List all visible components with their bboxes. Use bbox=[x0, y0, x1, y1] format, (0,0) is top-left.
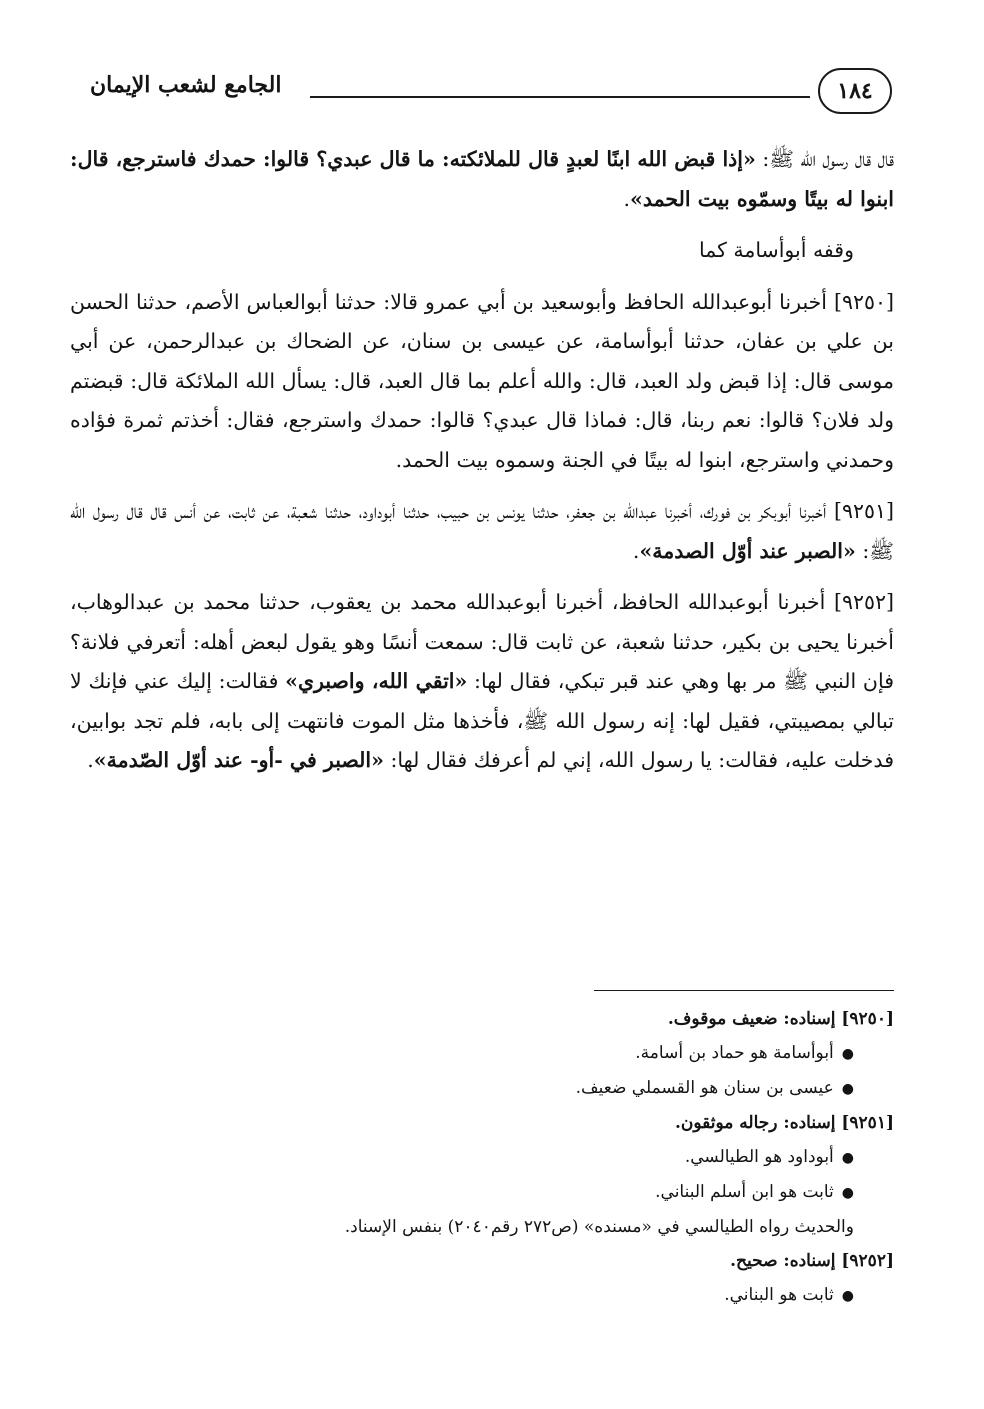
footnote-9251-head: [٩٢٥١] إسناده: رجاله موثقون. bbox=[674, 1113, 894, 1133]
bullet-icon: ● bbox=[841, 1185, 854, 1201]
paragraph-note: وقفه أبوأسامة كما bbox=[698, 238, 854, 262]
footnote-item: ●ثابت هو البناني. bbox=[230, 1278, 894, 1313]
paragraph-9250: [٩٢٥٠] أخبرنا أبوعبدالله الحافظ وأبوسعيد بن أبي عمرو قالا: حدثنا أبوالعباس الأصم، حدثنا الحسن بن علي بن عفان، حدثنا أبوأسامة، عن عيسى بن سنان، عن الضحاك بن عبدالرحمن، عن أبي موسى قال: إذا قبض ولد العبد، قال: والله أعلم بما قال العبد، قال: يسأل الله الملائكة قال: قبضتم ولد فلان؟ قالوا: نعم ربنا، قال: فماذا قال عبدي؟ قالوا: حمدك واسترجع، فقال: أخذتم ثمرة فؤاده وحمدني واسترجع، ابنوا له بيتًا في الجنة وسموه بيت الحمد. bbox=[70, 289, 894, 472]
p1-lead: قال قال رسول الله ﷺ: bbox=[755, 147, 895, 171]
page-header bbox=[80, 62, 892, 122]
p4-quote: «الصبر عند أوّل الصدمة» bbox=[639, 538, 856, 563]
p5-quote-1: «اتقي الله، واصبري» bbox=[285, 669, 468, 693]
bullet-icon: ● bbox=[841, 1288, 854, 1304]
paragraph-9251 bbox=[70, 492, 894, 571]
page-number: ١٨٤ bbox=[818, 68, 892, 114]
paragraph-9252 bbox=[70, 583, 894, 781]
footnote-item: ●أبوأسامة هو حماد بن أسامة. bbox=[230, 1036, 894, 1071]
footnote-item: ●عيسى بن سنان هو القسملي ضعيف. bbox=[230, 1071, 894, 1106]
p1-quote: «إذا قبض الله ابنًا لعبدٍ قال للملائكته: ما قال عبدي؟ قالوا: حمدك فاسترجع، قال: ابنوا له بيتًا وسمّوه بيت الحمد» bbox=[70, 147, 894, 211]
footnote-9252-head: [٩٢٥٢] إسناده: صحيح. bbox=[730, 1251, 894, 1271]
bullet-icon: ● bbox=[841, 1150, 854, 1166]
p5-tail: . bbox=[87, 748, 94, 772]
p4-tail: . bbox=[632, 538, 640, 563]
footnote-item: ●ثابت هو ابن أسلم البناني. bbox=[230, 1175, 894, 1210]
footnote-item: ●أبوداود هو الطيالسي. bbox=[230, 1140, 894, 1175]
running-title: الجامع لشعب الإيمان bbox=[90, 72, 282, 98]
p4-lead: [٩٢٥١] أخبرنا أبوبكر بن فورك، أخبرنا عبدالله بن جعفر، حدثنا يونس بن حبيب، حدثنا أبوداود، حدثنا شعبة، عن ثابت، عن أنس قال قال رسول الله ﷺ: bbox=[70, 499, 894, 563]
p5-lead: [٩٢٥٢] أخبرنا أبوعبدالله الحافظ، أخبرنا أبوعبدالله محمد بن يعقوب، حدثنا محمد بن عبدالوهاب، أخبرنا يحيى بن بكير، حدثنا شعبة، عن ثابت قال: سمعت أنسًا وهو يقول لبعض أهله: أتعرفي فلانة؟ فإن النبي ﷺ مر بها وهي عند قبر تبكي، فقال لها: bbox=[70, 590, 895, 693]
p5-mid: فقالت: إليك عني فإنك لا تبالي بمصيبتي، فقيل لها: إنه رسول الله ﷺ، فأخذها مثل الموت فانتهت إلى بابه، فلم تجد بوابين، فدخلت عليه، فقالت: يا رسول الله، إني لم أعرفك فقال لها: bbox=[70, 669, 894, 772]
bullet-icon: ● bbox=[841, 1081, 854, 1097]
paragraph-hadith-intro bbox=[70, 140, 894, 219]
body-text bbox=[70, 140, 894, 793]
header-rule bbox=[310, 96, 810, 98]
bullet-icon: ● bbox=[841, 1046, 854, 1062]
p5-quote-2: «الصبر في -أو- عند أوّل الصّدمة» bbox=[93, 748, 384, 772]
footnote-9250-head: [٩٢٥٠] إسناده: ضعيف موقوف. bbox=[667, 1009, 894, 1029]
p1-tail: . bbox=[623, 186, 630, 211]
footnote-extra: والحديث رواه الطيالسي في «مسنده» (ص٢٧٢ رقم٢٠٤٠) بنفس الإسناد. bbox=[344, 1217, 854, 1237]
footnotes bbox=[230, 1002, 894, 1313]
footnote-separator bbox=[594, 990, 894, 991]
